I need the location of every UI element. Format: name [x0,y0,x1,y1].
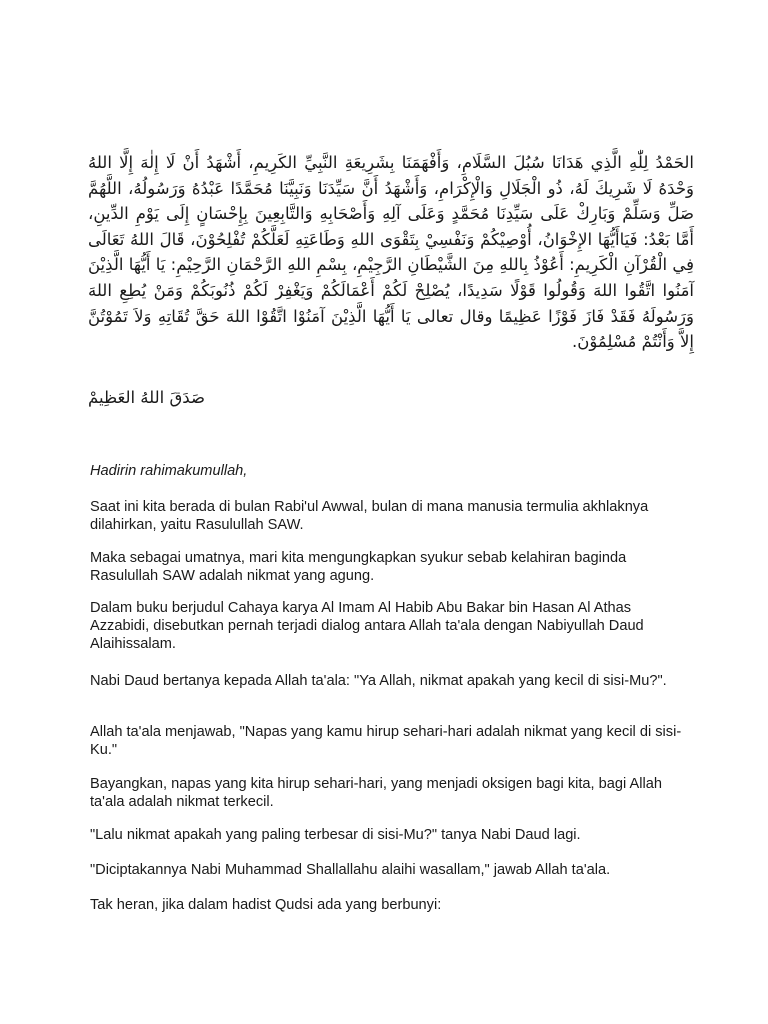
body-paragraph-3: Dalam buku berjudul Cahaya karya Al Imam Al Habib Abu Bakar bin Hasan Al Athas Azzabidi, disebutkan pernah terjadi dialog antara Allah ta'ala dengan Nabiyullah Daud Alaihissalam. [90,600,644,652]
body-paragraph-9: Tak heran, jika dalam hadist Qudsi ada yang berbunyi: [90,897,442,913]
body-paragraph-7: "Lalu nikmat apakah yang paling terbesar di sisi-Mu?" tanya Nabi Daud lagi. [90,827,581,843]
arabic-closing-phrase: صَدَقَ اللهُ العَظِيمْ [88,388,205,407]
arabic-opening-prayer: الحَمْدُ لِلّٰهِ الَّذِي هَدَانَا سُبُلَ السَّلَامِ، وَأَفْهَمَنَا بِشَرِيعَةِ النَّبِيِّ الكَرِيمِ، أَشْهَدُ أَنْ لَا إِلٰهَ إِلَّا اللهُ وَحْدَهُ لَا شَرِيكَ لَهُ، ذُو الْجَلَالِ وَالْإِكْرَامِ، وَأَشْهَدُ أَنَّ سَيِّدَنَا وَنَبِيَّنَا مُحَمَّدًا عَبْدُهُ وَرَسُولُهُ، اللَّهُمَّ صَلِّ وَسَلِّمْ وَبَارِكْ عَلَى سَيِّدِنَا مُحَمَّدٍ وَعَلَى آلِهِ وَأَصْحَابِهِ وَالتَّابِعِينَ بِإِحْسَانٍ إِلَى يَوْمِ الدِّينِ، أَمَّا بَعْدُ: فَيَاأَيُّهَا الإِخْوَانُ، أُوْصِيْكُمْ وَنَفْسِيْ بِتَقْوَى اللهِ وَطَاعَتِهِ لَعَلَّكُمْ تُفْلِحُوْنَ، قَالَ اللهُ تَعَالَى فِي الْقُرْآنِ الْكَرِيمِ: أَعُوْذُ بِاللهِ مِنَ الشَّيْطَانِ الرَّجِيْمِ، بِسْمِ اللهِ الرَّحْمَانِ الرَّحِيْمِ: يَا أَيُّهَا الَّذِيْنَ آمَنُوا اتَّقُوا اللهَ وَقُولُوا قَوْلًا سَدِيدًا، يُصْلِحْ لَكُمْ أَعْمَالَكُمْ وَيَغْفِرْ لَكُمْ ذُنُوبَكُمْ وَمَنْ يُطِعِ اللهَ وَرَسُولَهُ فَقَدْ فَازَ فَوْزًا عَظِيمًا وقال تعالى يَا أَيُّهَا الَّذِيْنَ آمَنُوْا اتَّقُوْا اللهَ حَقَّ تُقَاتِهِ وَلاَ تَمُوْتُنَّ إِلاَّ وَأَنْتُمْ مُسْلِمُوْنَ. [88,153,694,352]
body-paragraph-6: Bayangkan, napas yang kita hirup sehari-hari, yang menjadi oksigen bagi kita, bagi Allah ta'ala adalah nikmat terkecil. [90,776,662,810]
body-paragraph-8: "Diciptakannya Nabi Muhammad Shallallahu alaihi wasallam," jawab Allah ta'ala. [90,862,611,878]
body-paragraph-1: Saat ini kita berada di bulan Rabi'ul Awwal, bulan di mana manusia termulia akhlaknya dilahirkan, yaitu Rasulullah SAW. [90,499,649,533]
greeting-paragraph: Hadirin rahimakumullah, [90,463,248,479]
body-paragraph-2: Maka sebagai umatnya, mari kita mengungkapkan syukur sebab kelahiran baginda Rasulullah SAW adalah nikmat yang agung. [90,550,627,584]
body-paragraph-4: Nabi Daud bertanya kepada Allah ta'ala: "Ya Allah, nikmat apakah yang kecil di sisi-Mu?". [90,673,667,689]
body-paragraph-5: Allah ta'ala menjawab, "Napas yang kamu hirup sehari-hari adalah nikmat yang kecil di sisi-Ku." [90,724,682,758]
